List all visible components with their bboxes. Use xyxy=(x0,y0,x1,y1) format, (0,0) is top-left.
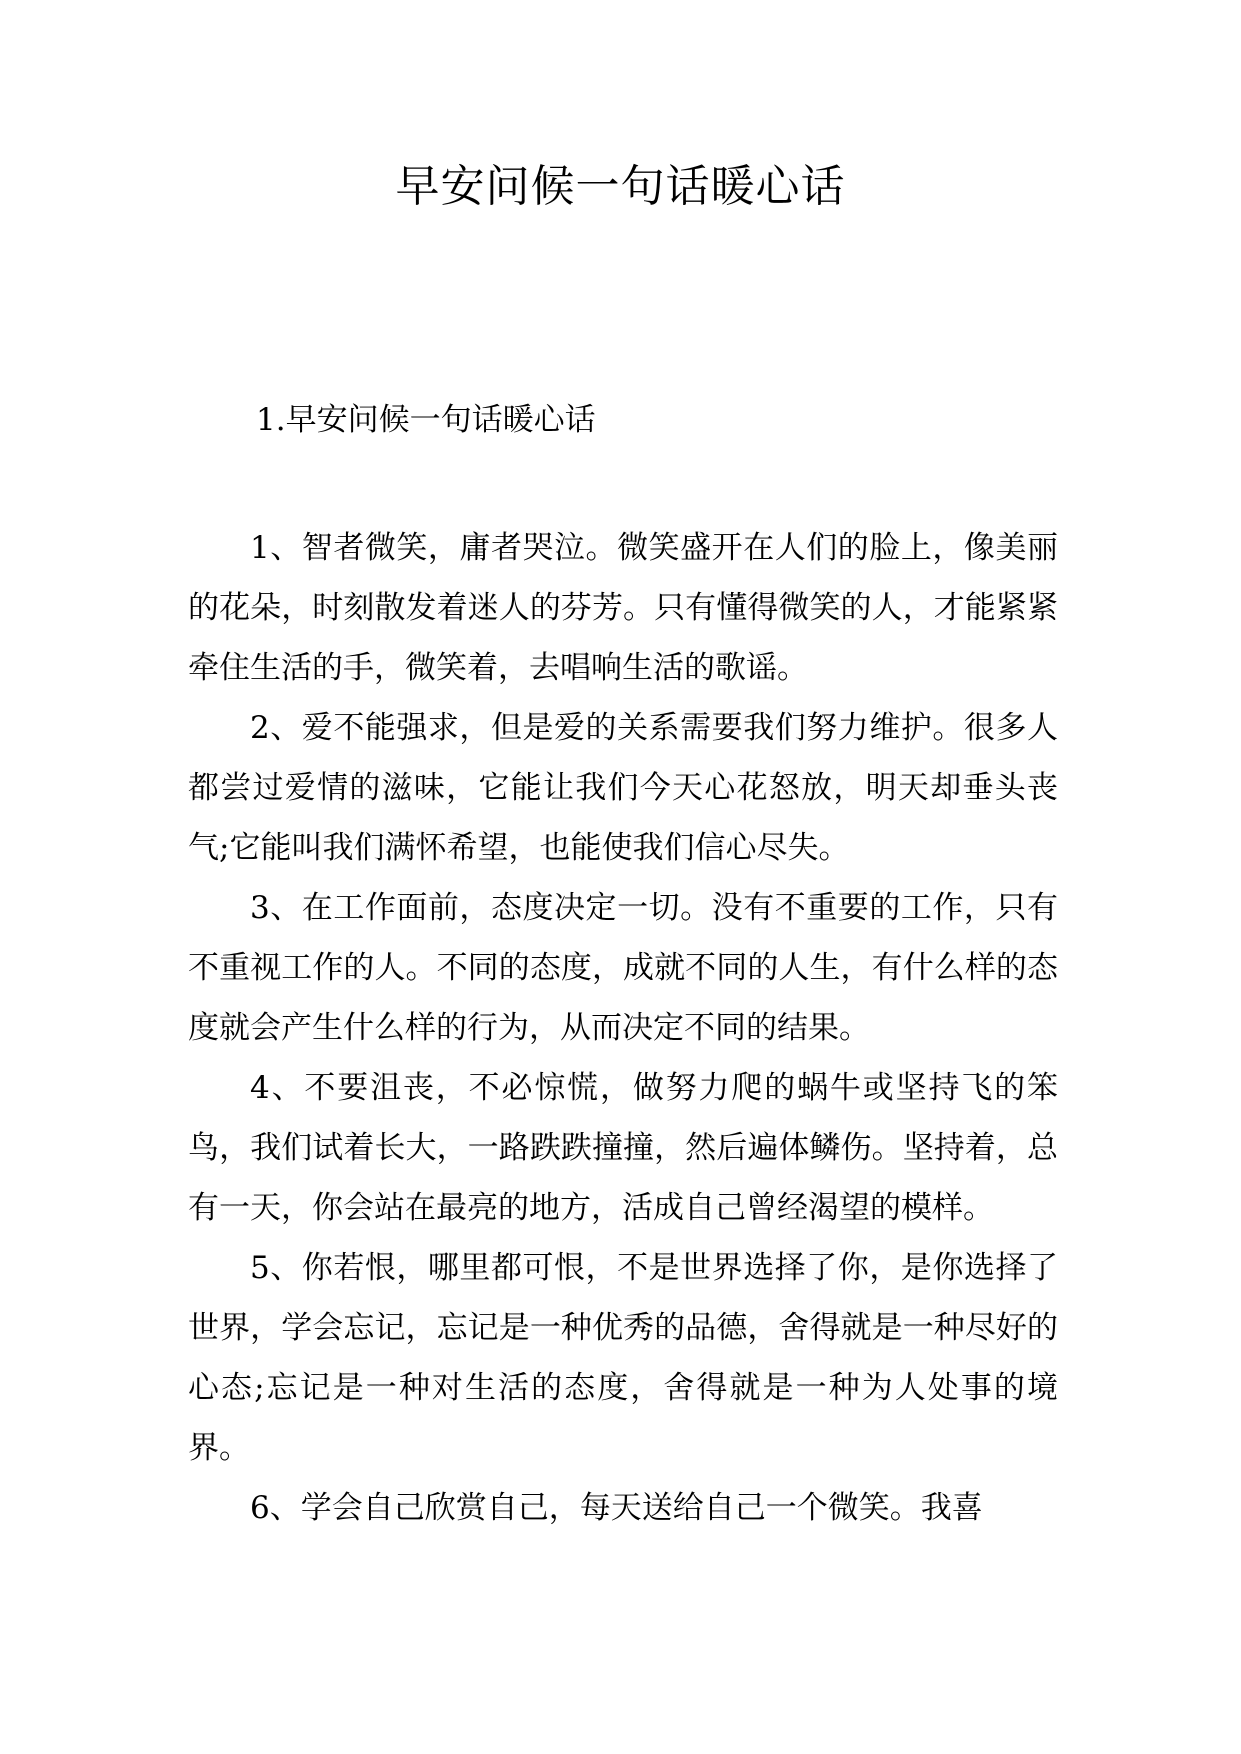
paragraph: 6、学会自己欣赏自己，每天送给自己一个微笑。我喜 xyxy=(250,1490,983,1526)
paragraph: 5、你若恨，哪里都可恨，不是世界选择了你，是你选择了世界，学会忘记，忘记是一种优秀的品德，舍得就是一种尽好的心态;忘记是一种对生活的态度，舍得就是一种为人处事的境界。 xyxy=(188,1250,1058,1466)
paragraph: 4、不要沮丧，不必惊慌，做努力爬的蜗牛或坚持飞的笨鸟，我们试着长大，一路跌跌撞撞，然后遍体鳞伤。坚持着，总有一天，你会站在最亮的地方，活成自己曾经渴望的模样。 xyxy=(188,1070,1058,1226)
document-title: 早安问候一句话暖心话 xyxy=(395,161,846,212)
paragraph: 2、爱不能强求，但是爱的关系需要我们努力维护。很多人都尝过爱情的滋味，它能让我们今天心花怒放，明天却垂头丧气;它能叫我们满怀希望，也能使我们信心尽失。 xyxy=(188,710,1058,866)
paragraph: 1、智者微笑，庸者哭泣。微笑盛开在人们的脸上，像美丽的花朵，时刻散发着迷人的芬芳。只有懂得微笑的人，才能紧紧牵住生活的手，微笑着，去唱响生活的歌谣。 xyxy=(188,530,1058,686)
paragraph: 3、在工作面前，态度决定一切。没有不重要的工作，只有不重视工作的人。不同的态度，成就不同的人生，有什么样的态度就会产生什么样的行为，从而决定不同的结果。 xyxy=(188,890,1058,1046)
section-heading: 1.早安问候一句话暖心话 xyxy=(256,402,596,438)
document-body xyxy=(188,518,1058,1538)
